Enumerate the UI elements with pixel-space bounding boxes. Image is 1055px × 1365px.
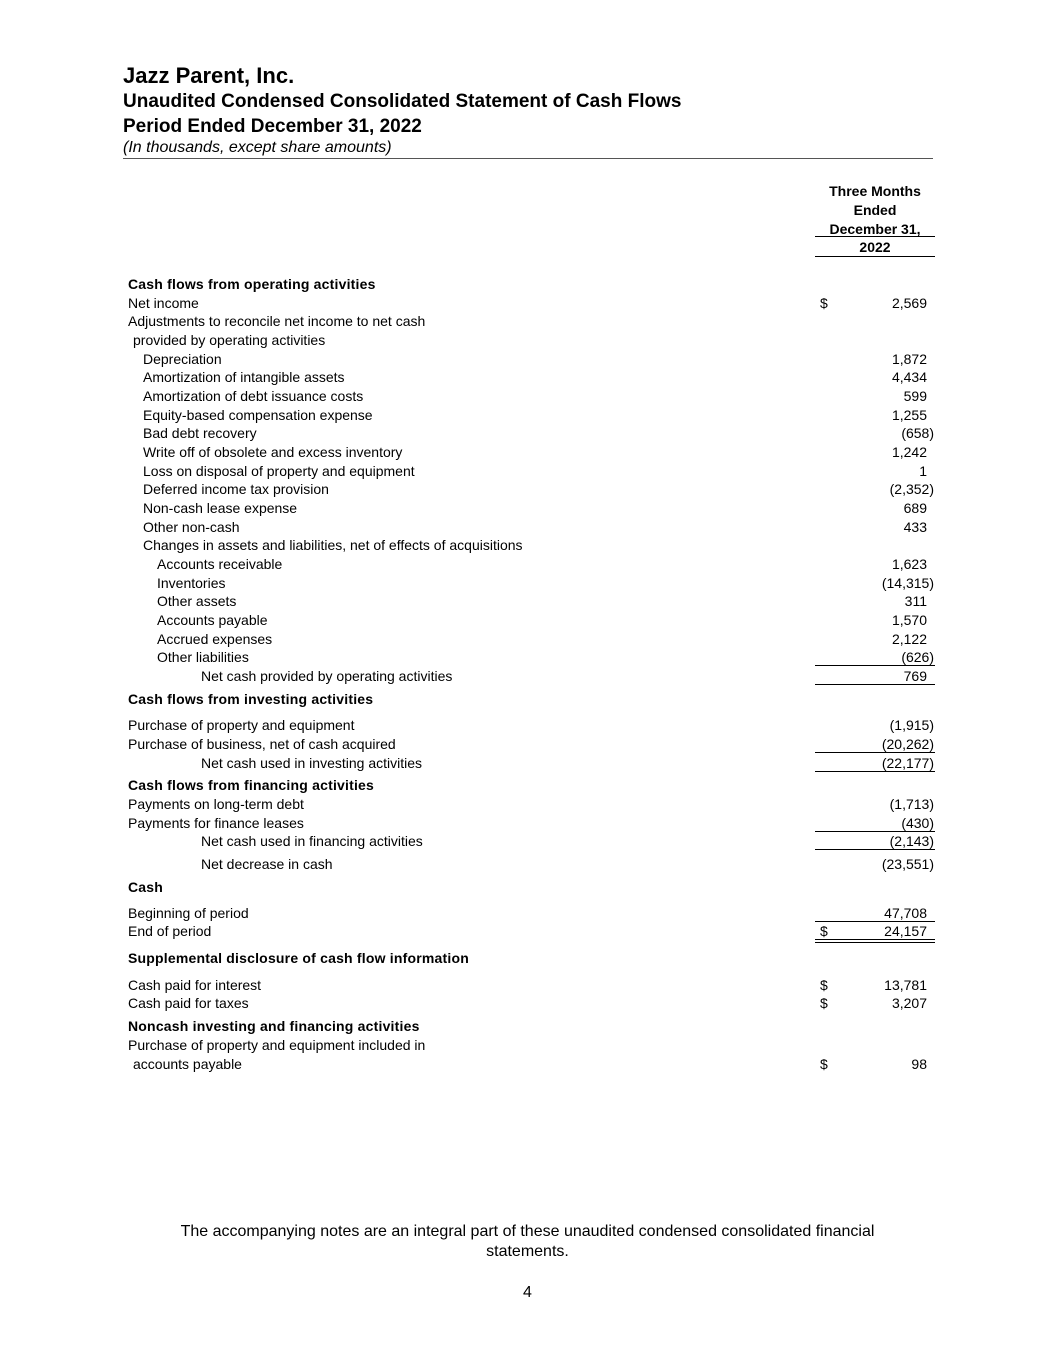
row-net-operating: Net cash provided by operating activities 769 [201,668,927,684]
row-purchase-business: Purchase of business, net of cash acquired (20,262) [128,736,934,752]
section-heading-operating: Cash flows from operating activities [128,276,376,292]
row-other-liabilities: Other liabilities (626) [157,649,934,665]
row-net-income: Net income $ 2,569 [128,295,927,311]
total-rule-double-bottom [815,942,935,943]
row-noncash-lease: Non-cash lease expense 689 [143,500,927,516]
period-title: Period Ended December 31, 2022 [123,116,422,137]
total-rule [815,684,935,685]
statement-title: Unaudited Condensed Consolidated Statement of Cash Flows [123,91,682,112]
row-net-decrease: Net decrease in cash (23,551) [201,856,934,872]
section-heading-noncash: Noncash investing and financing activities [128,1018,420,1034]
row-ppe-ap-line1: Purchase of property and equipment included in [128,1037,426,1053]
row-ppe-ap-line2: accounts payable $ 98 [133,1056,927,1072]
total-rule [815,771,935,772]
subtotal-rule [815,665,935,666]
row-amortization-debt: Amortization of debt issuance costs 599 [143,388,927,404]
header-rule [123,158,933,159]
row-accounts-receivable: Accounts receivable 1,623 [157,556,927,572]
row-deferred-tax: Deferred income tax provision (2,352) [143,481,934,497]
subtotal-rule [815,752,935,753]
row-payments-leases: Payments for finance leases (430) [128,815,934,831]
units-note: (In thousands, except share amounts) [123,139,392,156]
column-header-line2: Ended [853,202,897,218]
row-inventories: Inventories (14,315) [157,575,934,591]
row-bad-debt: Bad debt recovery (658) [143,425,934,441]
row-purchase-ppe: Purchase of property and equipment (1,915) [128,717,934,733]
column-header-line1: Three Months [829,183,921,199]
row-end: End of period $ 24,157 [128,923,927,939]
row-cash-interest: Cash paid for interest $ 13,781 [128,977,927,993]
section-heading-supplemental: Supplemental disclosure of cash flow information [128,950,469,966]
row-cash-taxes: Cash paid for taxes $ 3,207 [128,995,927,1011]
company-name: Jazz Parent, Inc. [123,63,295,88]
row-net-financing: Net cash used in financing activities (2,143) [201,833,934,849]
column-header-line3: December 31, [829,221,921,237]
year-underline [815,256,935,257]
section-heading-investing: Cash flows from investing activities [128,691,374,707]
total-rule-double-top [815,939,935,940]
row-changes-heading: Changes in assets and liabilities, net of effects of acquisitions [143,537,523,553]
row-other-noncash: Other non-cash 433 [143,519,927,535]
row-payments-debt: Payments on long-term debt (1,713) [128,796,934,812]
row-other-assets: Other assets 311 [157,593,927,609]
total-rule [815,849,935,850]
footer-note: The accompanying notes are an integral part of these unaudited condensed consolidated financial statements. [180,1223,875,1260]
row-depreciation: Depreciation 1,872 [143,351,927,367]
column-header-year: 2022 [859,239,891,255]
row-loss-disposal: Loss on disposal of property and equipment 1 [143,463,927,479]
section-heading-financing: Cash flows from financing activities [128,777,375,793]
row-amortization-intangible: Amortization of intangible assets 4,434 [143,369,927,385]
row-accounts-payable: Accounts payable 1,570 [157,612,927,628]
row-write-off: Write off of obsolete and excess inventory 1,242 [143,444,927,460]
page-number: 4 [523,1284,532,1301]
row-beginning: Beginning of period 47,708 [128,905,927,921]
row-net-investing: Net cash used in investing activities (22,177) [201,755,934,771]
row-accrued-expenses: Accrued expenses 2,122 [157,631,927,647]
row-equity-compensation: Equity-based compensation expense 1,255 [143,407,927,423]
column-header-underline [815,236,935,237]
section-heading-cash: Cash [128,879,164,895]
row-adjustments-line1: Adjustments to reconcile net income to net cash [128,313,426,329]
row-adjustments-line2: provided by operating activities [133,332,326,348]
